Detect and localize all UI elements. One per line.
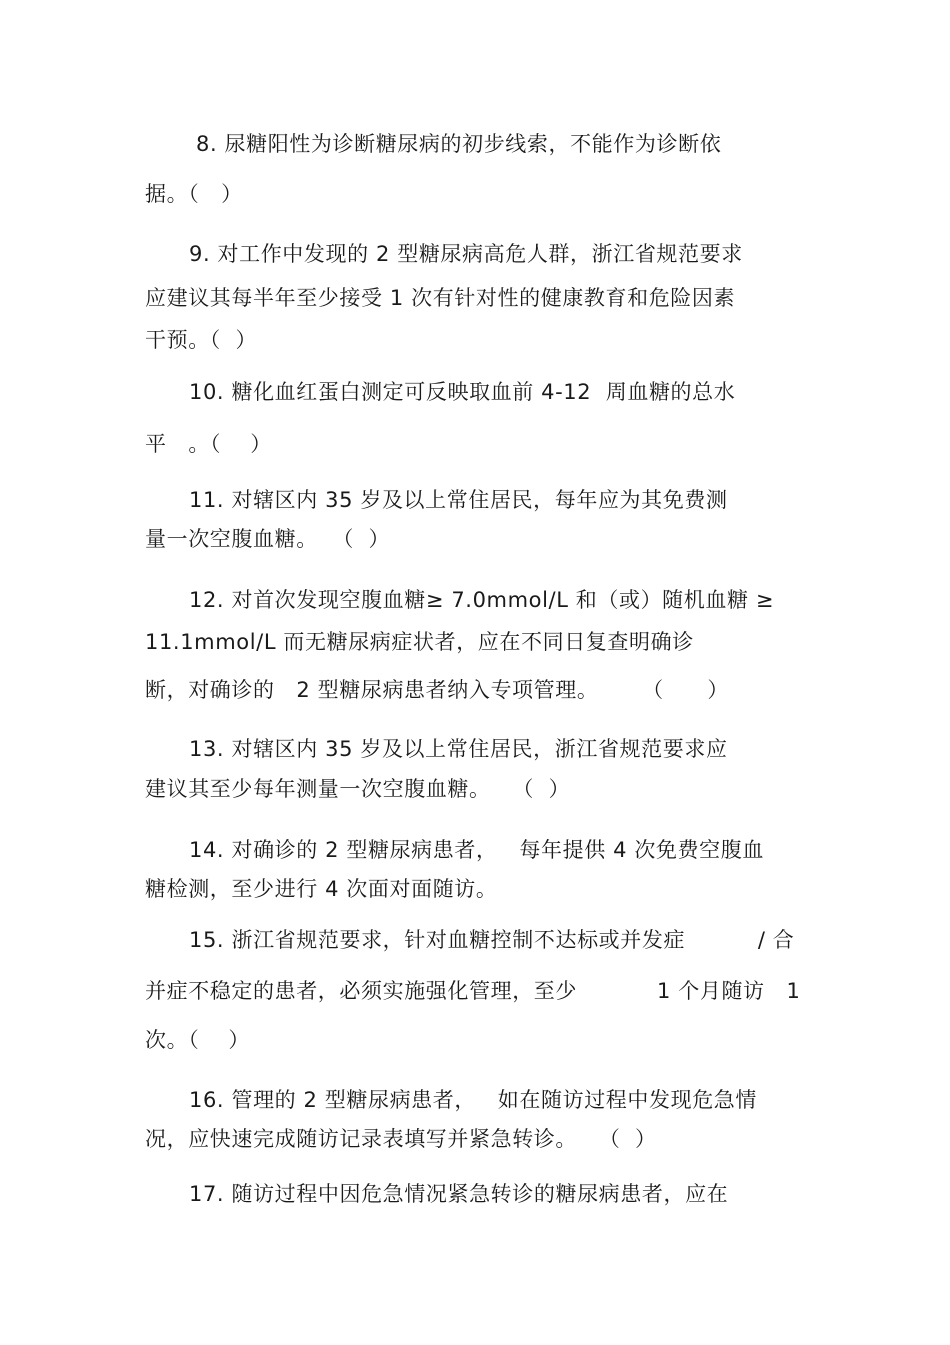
question-12-line-2: 11.1mmol/L 而无糖尿病症状者，应在不同日复查明确诊 — [145, 630, 694, 654]
question-16-line-2: 况，应快速完成随访记录表填写并紧急转诊。 （ ） — [145, 1127, 657, 1151]
question-12-line-3: 断，对确诊的 2 型糖尿病患者纳入专项管理。 （ ） — [145, 678, 729, 702]
question-17-line-1: 17. 随访过程中因危急情况紧急转诊的糖尿病患者，应在 — [189, 1182, 729, 1206]
question-13-line-1: 13. 对辖区内 35 岁及以上常住居民，浙江省规范要求应 — [189, 737, 728, 761]
question-14-line-1: 14. 对确诊的 2 型糖尿病患者， 每年提供 4 次免费空腹血 — [189, 838, 764, 862]
question-15-line-1: 15. 浙江省规范要求，针对血糖控制不达标或并发症 / 合 — [189, 928, 795, 952]
question-16-line-1: 16. 管理的 2 型糖尿病患者， 如在随访过程中发现危急情 — [189, 1088, 758, 1112]
question-9-line-1: 9. 对工作中发现的 2 型糖尿病高危人群，浙江省规范要求 — [189, 242, 743, 266]
question-9-line-2: 应建议其每半年至少接受 1 次有针对性的健康教育和危险因素 — [145, 286, 736, 310]
question-15-line-3: 次。（ ） — [145, 1028, 251, 1052]
question-14-line-2: 糖检测，至少进行 4 次面对面随访。 — [145, 877, 498, 901]
question-13-line-2: 建议其至少每年测量一次空腹血糖。 （ ） — [145, 777, 571, 801]
question-11-line-2: 量一次空腹血糖。 （ ） — [145, 527, 391, 551]
question-8-line-1: 8. 尿糖阳性为诊断糖尿病的初步线索，不能作为诊断依 — [196, 132, 722, 156]
question-12-line-1: 12. 对首次发现空腹血糖≥ 7.0mmol/L 和（或）随机血糖 ≥ — [189, 588, 775, 612]
question-9-line-3: 干预。（ ） — [145, 328, 258, 352]
question-15-line-2: 并症不稳定的患者，必须实施强化管理，至少 1 个月随访 1 — [145, 979, 801, 1003]
question-11-line-1: 11. 对辖区内 35 岁及以上常住居民，每年应为其免费测 — [189, 488, 728, 512]
question-8-line-2: 据。（ ） — [145, 182, 243, 206]
question-10-line-2: 平 。（ ） — [145, 432, 272, 456]
question-10-line-1: 10. 糖化血红蛋白测定可反映取血前 4-12 周血糖的总水 — [189, 380, 736, 404]
